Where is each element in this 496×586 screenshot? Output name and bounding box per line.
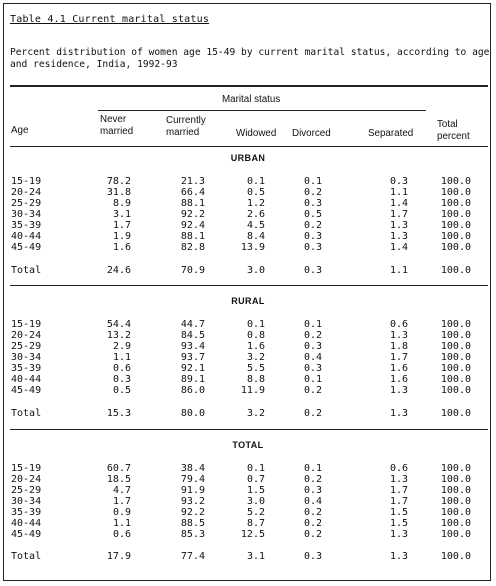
cell-separated: 0.6 xyxy=(389,319,408,330)
cell-widowed: 5.5 xyxy=(246,363,265,374)
cell-divorced: 0.3 xyxy=(303,265,322,276)
cell-age: 30-34 xyxy=(11,209,42,220)
cell-never-married: 1.9 xyxy=(112,231,131,242)
cell-age: 30-34 xyxy=(11,496,42,507)
total-row xyxy=(0,408,496,419)
cell-separated: 1.4 xyxy=(389,242,408,253)
cell-age: 45-49 xyxy=(11,529,42,540)
cell-divorced: 0.3 xyxy=(303,242,322,253)
cell-widowed: 0.8 xyxy=(246,330,265,341)
cell-divorced: 0.2 xyxy=(303,187,322,198)
cell-widowed: 8.7 xyxy=(246,518,265,529)
cell-widowed: 0.1 xyxy=(246,319,265,330)
cell-separated: 1.3 xyxy=(389,551,408,562)
table-row xyxy=(0,385,496,396)
cell-total-percent: 100.0 xyxy=(440,363,471,374)
cell-divorced: 0.2 xyxy=(303,408,322,419)
cell-currently-married: 93.7 xyxy=(180,352,205,363)
cell-divorced: 0.3 xyxy=(303,485,322,496)
table-row xyxy=(0,374,496,385)
cell-total-percent: 100.0 xyxy=(440,220,471,231)
cell-widowed: 2.6 xyxy=(246,209,265,220)
table-row xyxy=(0,352,496,363)
cell-divorced: 0.3 xyxy=(303,198,322,209)
cell-total-percent: 100.0 xyxy=(440,341,471,352)
cell-widowed: 3.1 xyxy=(246,551,265,562)
cell-divorced: 0.2 xyxy=(303,529,322,540)
section-header: RURAL xyxy=(231,296,265,306)
cell-currently-married: 88.1 xyxy=(180,231,205,242)
cell-never-married: 31.8 xyxy=(106,187,131,198)
cell-age: 15-19 xyxy=(11,176,42,187)
cell-separated: 1.5 xyxy=(389,518,408,529)
cell-currently-married: 88.5 xyxy=(180,518,205,529)
cell-age: Total xyxy=(11,551,42,562)
cell-never-married: 1.7 xyxy=(112,496,131,507)
cell-divorced: 0.3 xyxy=(303,341,322,352)
cell-age: 35-39 xyxy=(11,363,42,374)
cell-never-married: 0.5 xyxy=(112,385,131,396)
cell-never-married: 1.7 xyxy=(112,220,131,231)
cell-total-percent: 100.0 xyxy=(440,319,471,330)
cell-age: 20-24 xyxy=(11,330,42,341)
cell-separated: 1.3 xyxy=(389,330,408,341)
section-header: URBAN xyxy=(230,153,266,163)
cell-separated: 1.8 xyxy=(389,341,408,352)
cell-never-married: 4.7 xyxy=(112,485,131,496)
cell-age: 25-29 xyxy=(11,341,42,352)
cell-age: 45-49 xyxy=(11,385,42,396)
cell-age: 20-24 xyxy=(11,474,42,485)
group-header-rule xyxy=(98,110,426,111)
total-row xyxy=(0,265,496,276)
marital-status-group-header: Marital status xyxy=(222,94,281,105)
cell-widowed: 3.2 xyxy=(246,408,265,419)
table-row xyxy=(0,220,496,231)
col-header-divorced: Divorced xyxy=(292,128,331,139)
cell-total-percent: 100.0 xyxy=(440,265,471,276)
cell-never-married: 60.7 xyxy=(106,463,131,474)
cell-widowed: 1.5 xyxy=(246,485,265,496)
cell-divorced: 0.2 xyxy=(303,220,322,231)
cell-age: 35-39 xyxy=(11,220,42,231)
table-row xyxy=(0,231,496,242)
cell-currently-married: 70.9 xyxy=(180,265,205,276)
cell-widowed: 5.2 xyxy=(246,507,265,518)
table-row xyxy=(0,507,496,518)
cell-widowed: 0.1 xyxy=(246,176,265,187)
cell-never-married: 0.9 xyxy=(112,507,131,518)
cell-widowed: 3.2 xyxy=(246,352,265,363)
cell-separated: 1.7 xyxy=(389,485,408,496)
table-row xyxy=(0,330,496,341)
col-header-age: Age xyxy=(11,125,29,136)
cell-currently-married: 44.7 xyxy=(180,319,205,330)
cell-separated: 1.7 xyxy=(389,209,408,220)
cell-widowed: 8.4 xyxy=(246,231,265,242)
cell-total-percent: 100.0 xyxy=(440,496,471,507)
cell-divorced: 0.3 xyxy=(303,363,322,374)
section-divider xyxy=(10,429,488,430)
cell-age: Total xyxy=(11,408,42,419)
cell-age: 15-19 xyxy=(11,463,42,474)
table-row xyxy=(0,319,496,330)
cell-total-percent: 100.0 xyxy=(440,374,471,385)
cell-separated: 0.3 xyxy=(389,176,408,187)
cell-widowed: 11.9 xyxy=(240,385,265,396)
table-row xyxy=(0,485,496,496)
cell-currently-married: 84.5 xyxy=(180,330,205,341)
cell-currently-married: 21.3 xyxy=(180,176,205,187)
cell-total-percent: 100.0 xyxy=(440,507,471,518)
cell-age: 30-34 xyxy=(11,352,42,363)
cell-currently-married: 82.8 xyxy=(180,242,205,253)
table-row xyxy=(0,242,496,253)
cell-divorced: 0.1 xyxy=(303,176,322,187)
cell-age: 40-44 xyxy=(11,231,42,242)
cell-separated: 1.3 xyxy=(389,529,408,540)
cell-currently-married: 93.4 xyxy=(180,341,205,352)
total-row xyxy=(0,551,496,562)
cell-currently-married: 92.4 xyxy=(180,220,205,231)
cell-never-married: 8.9 xyxy=(112,198,131,209)
cell-age: Total xyxy=(11,265,42,276)
cell-separated: 1.1 xyxy=(389,187,408,198)
cell-widowed: 13.9 xyxy=(240,242,265,253)
cell-divorced: 0.3 xyxy=(303,551,322,562)
top-rule xyxy=(10,85,488,87)
cell-separated: 1.3 xyxy=(389,385,408,396)
cell-divorced: 0.1 xyxy=(303,374,322,385)
table-row xyxy=(0,363,496,374)
table-title: Table 4.1 Current marital status xyxy=(10,14,210,25)
cell-never-married: 0.6 xyxy=(112,363,131,374)
cell-separated: 1.3 xyxy=(389,408,408,419)
cell-widowed: 4.5 xyxy=(246,220,265,231)
cell-currently-married: 80.0 xyxy=(180,408,205,419)
cell-total-percent: 100.0 xyxy=(440,385,471,396)
cell-total-percent: 100.0 xyxy=(440,518,471,529)
cell-never-married: 54.4 xyxy=(106,319,131,330)
col-header-total-percent: Total percent xyxy=(437,119,470,142)
section-header: TOTAL xyxy=(232,440,264,450)
cell-age: 20-24 xyxy=(11,187,42,198)
cell-never-married: 3.1 xyxy=(112,209,131,220)
cell-divorced: 0.4 xyxy=(303,496,322,507)
cell-never-married: 78.2 xyxy=(106,176,131,187)
cell-total-percent: 100.0 xyxy=(440,209,471,220)
cell-never-married: 1.1 xyxy=(112,518,131,529)
cell-separated: 1.4 xyxy=(389,198,408,209)
table-row xyxy=(0,463,496,474)
cell-never-married: 18.5 xyxy=(106,474,131,485)
cell-total-percent: 100.0 xyxy=(440,231,471,242)
cell-total-percent: 100.0 xyxy=(440,551,471,562)
cell-never-married: 2.9 xyxy=(112,341,131,352)
cell-widowed: 0.5 xyxy=(246,187,265,198)
col-header-currently-married: Currently married xyxy=(166,115,206,138)
cell-total-percent: 100.0 xyxy=(440,198,471,209)
cell-currently-married: 89.1 xyxy=(180,374,205,385)
table-row xyxy=(0,529,496,540)
header-bottom-rule xyxy=(10,146,488,147)
cell-separated: 1.3 xyxy=(389,474,408,485)
cell-widowed: 1.2 xyxy=(246,198,265,209)
col-header-widowed: Widowed xyxy=(236,128,277,139)
cell-widowed: 12.5 xyxy=(240,529,265,540)
cell-age: 25-29 xyxy=(11,485,42,496)
cell-never-married: 24.6 xyxy=(106,265,131,276)
cell-currently-married: 93.2 xyxy=(180,496,205,507)
cell-currently-married: 86.0 xyxy=(180,385,205,396)
cell-widowed: 0.1 xyxy=(246,463,265,474)
cell-total-percent: 100.0 xyxy=(440,330,471,341)
cell-widowed: 3.0 xyxy=(246,265,265,276)
cell-divorced: 0.2 xyxy=(303,385,322,396)
table-row xyxy=(0,474,496,485)
cell-age: 25-29 xyxy=(11,198,42,209)
cell-total-percent: 100.0 xyxy=(440,187,471,198)
cell-currently-married: 91.9 xyxy=(180,485,205,496)
cell-total-percent: 100.0 xyxy=(440,529,471,540)
cell-never-married: 1.1 xyxy=(112,352,131,363)
cell-currently-married: 66.4 xyxy=(180,187,205,198)
cell-never-married: 0.3 xyxy=(112,374,131,385)
cell-separated: 0.6 xyxy=(389,463,408,474)
cell-currently-married: 92.2 xyxy=(180,209,205,220)
cell-separated: 1.3 xyxy=(389,220,408,231)
cell-age: 15-19 xyxy=(11,319,42,330)
cell-total-percent: 100.0 xyxy=(440,176,471,187)
cell-divorced: 0.1 xyxy=(303,463,322,474)
cell-divorced: 0.2 xyxy=(303,518,322,529)
cell-widowed: 8.8 xyxy=(246,374,265,385)
cell-currently-married: 88.1 xyxy=(180,198,205,209)
table-row xyxy=(0,341,496,352)
cell-separated: 1.7 xyxy=(389,352,408,363)
table-description: Percent distribution of women age 15-49 by current marital status, according to age and residence, India, 1992-93 xyxy=(10,47,490,70)
cell-total-percent: 100.0 xyxy=(440,352,471,363)
cell-separated: 1.6 xyxy=(389,363,408,374)
cell-age: 40-44 xyxy=(11,374,42,385)
cell-divorced: 0.2 xyxy=(303,330,322,341)
cell-currently-married: 79.4 xyxy=(180,474,205,485)
cell-currently-married: 92.1 xyxy=(180,363,205,374)
cell-separated: 1.5 xyxy=(389,507,408,518)
table-row xyxy=(0,496,496,507)
cell-never-married: 13.2 xyxy=(106,330,131,341)
cell-separated: 1.7 xyxy=(389,496,408,507)
table-row xyxy=(0,176,496,187)
cell-currently-married: 85.3 xyxy=(180,529,205,540)
cell-divorced: 0.5 xyxy=(303,209,322,220)
cell-age: 45-49 xyxy=(11,242,42,253)
cell-age: 35-39 xyxy=(11,507,42,518)
cell-separated: 1.6 xyxy=(389,374,408,385)
cell-currently-married: 38.4 xyxy=(180,463,205,474)
cell-separated: 1.1 xyxy=(389,265,408,276)
table-row xyxy=(0,209,496,220)
section-divider xyxy=(10,285,488,286)
cell-currently-married: 77.4 xyxy=(180,551,205,562)
cell-total-percent: 100.0 xyxy=(440,463,471,474)
cell-age: 40-44 xyxy=(11,518,42,529)
cell-currently-married: 92.2 xyxy=(180,507,205,518)
cell-total-percent: 100.0 xyxy=(440,474,471,485)
cell-divorced: 0.1 xyxy=(303,319,322,330)
table-row xyxy=(0,518,496,529)
cell-never-married: 15.3 xyxy=(106,408,131,419)
col-header-never-married: Never married xyxy=(100,114,134,137)
cell-never-married: 1.6 xyxy=(112,242,131,253)
cell-widowed: 3.0 xyxy=(246,496,265,507)
cell-never-married: 0.6 xyxy=(112,529,131,540)
cell-divorced: 0.2 xyxy=(303,474,322,485)
col-header-separated: Separated xyxy=(368,128,414,139)
table-row xyxy=(0,187,496,198)
cell-total-percent: 100.0 xyxy=(440,408,471,419)
cell-never-married: 17.9 xyxy=(106,551,131,562)
cell-widowed: 1.6 xyxy=(246,341,265,352)
cell-total-percent: 100.0 xyxy=(440,242,471,253)
cell-divorced: 0.2 xyxy=(303,507,322,518)
table-row xyxy=(0,198,496,209)
cell-divorced: 0.4 xyxy=(303,352,322,363)
cell-total-percent: 100.0 xyxy=(440,485,471,496)
cell-divorced: 0.3 xyxy=(303,231,322,242)
cell-separated: 1.3 xyxy=(389,231,408,242)
cell-widowed: 0.7 xyxy=(246,474,265,485)
